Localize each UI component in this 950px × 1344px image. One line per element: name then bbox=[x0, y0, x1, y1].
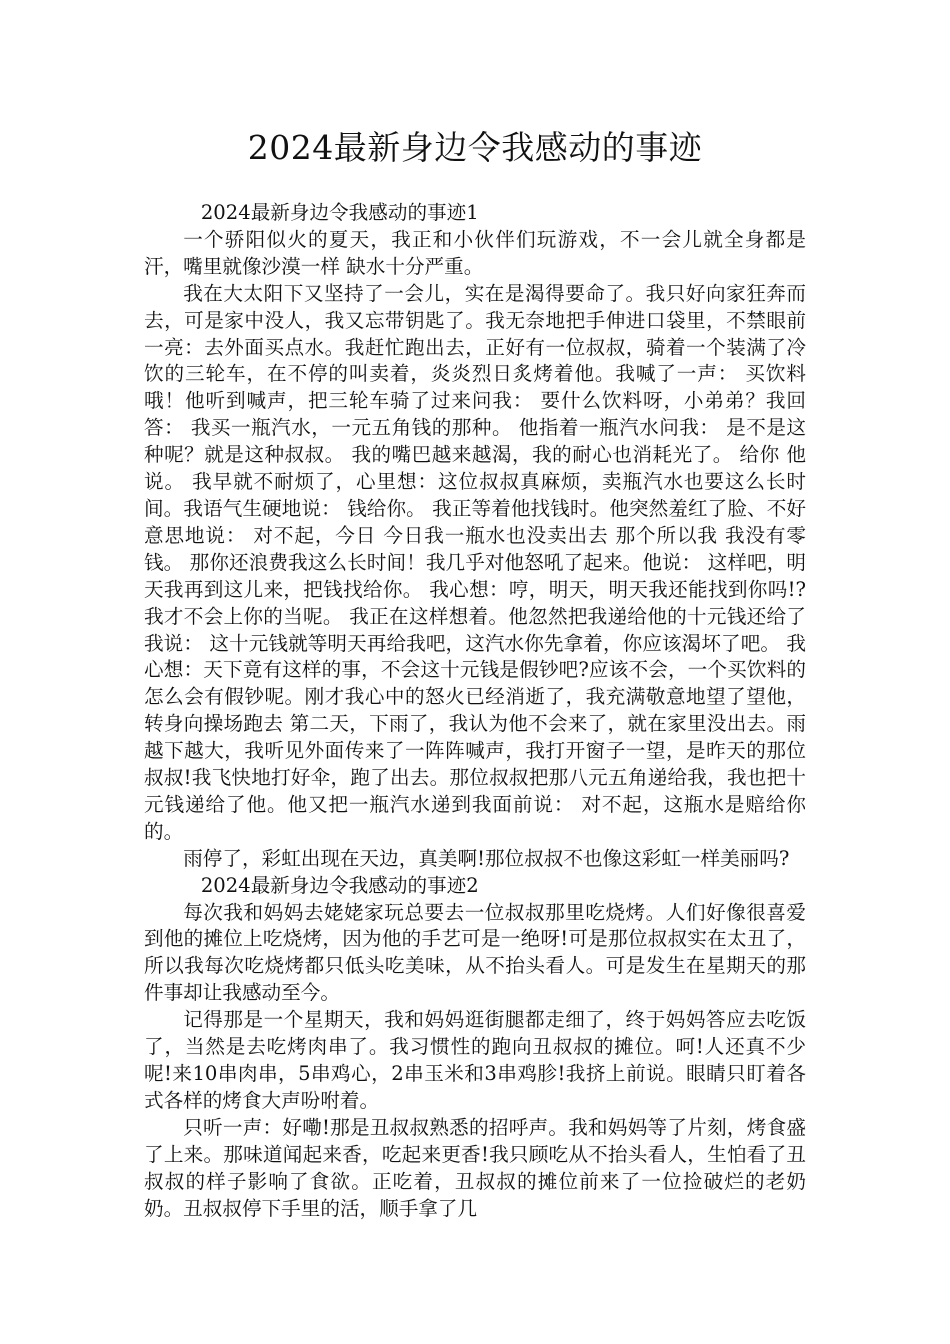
paragraph: 每次我和妈妈去姥姥家玩总要去一位叔叔那里吃烧烤。人们好像很喜爱到他的摊位上吃烧烤，因为他的手艺可是一绝呀!可是那位叔叔实在太丑了，所以我每次吃烧烤都只低头吃美味，从不抬头看人。可是发生在星期天的那件事却让我感动至今。 bbox=[144, 900, 806, 1005]
document-body bbox=[144, 200, 806, 1222]
paragraph: 雨停了，彩虹出现在天边，真美啊!那位叔叔不也像这彩虹一样美丽吗? bbox=[183, 846, 790, 870]
paragraph: 一个骄阳似火的夏天，我正和小伙伴们玩游戏，不一会儿就全身都是汗，嘴里就像沙漠一样 缺水十分严重。 bbox=[144, 227, 806, 278]
section-heading: 2024最新身边令我感动的事迹1 bbox=[200, 201, 479, 224]
paragraph: 只听一声：好嘞!那是丑叔叔熟悉的招呼声。我和妈妈等了片刻，烤食盛了上来。那味道闻起来香，吃起来更香!我只顾吃从不抬头看人，生怕看了丑叔叔的样子影响了食欲。正吃着，丑叔叔的摊位前来了一位捡破烂的老奶奶。丑叔叔停下手里的活，顺手拿了几 bbox=[144, 1115, 806, 1220]
paragraph: 记得那是一个星期天，我和妈妈逛街腿都走细了，终于妈妈答应去吃饭了，当然是去吃烤肉串了。我习惯性的跑向丑叔叔的摊位。呵!人还真不少呢!来10串肉串，5串鸡心，2串玉米和3串鸡胗!我挤上前说。眼睛只盯着各式各样的烤食大声吩咐着。 bbox=[144, 1008, 806, 1112]
document-title: 2024最新身边令我感动的事迹 bbox=[247, 128, 703, 167]
section-heading: 2024最新身边令我感动的事迹2 bbox=[200, 873, 479, 897]
paragraph: 我在大太阳下又坚持了一会儿，实在是渴得要命了。我只好向家狂奔而去，可是家中没人，我又忘带钥匙了。我无奈地把手伸进口袋里，不禁眼前一亮：去外面买点水。我赶忙跑出去，正好有一位叔叔，骑着一个装满了冷饮的三轮车，在不停的叫卖着，炎炎烈日炙烤着他。我喊了一声： 买饮料哦！他听到喊声，把三轮车骑了过来问我： 要什么饮料呀，小弟弟？我回答： 我买一瓶汽水，一元五角钱的那种。 他指着一瓶汽水问我： 是不是这种呢？就是这种叔叔。 我的嘴巴越来越渴，我的耐心也消耗光了。 给你 他说。 我早就不耐烦了，心里想：这位叔叔真麻烦，卖瓶汽水也要这么长时间。我语气生硬地说： 钱给你。 我正等着他找钱时。他突然羞红了脸、不好意思地说： 对不起，今日 今日我一瓶水也没卖出去 那个所以我 我没有零钱。 那你还浪费我这么长时间！我几乎对他怒吼了起来。他说： 这样吧，明天我再到这儿来，把钱找给你。 我心想：哼，明天，明天我还能找到你吗!?我才不会上你的当呢。 我正在这样想着。他忽然把我递给他的十元钱还给了我说： 这十元钱就等明天再给我吧，这汽水你先拿着，你应该渴坏了吧。 我心想：天下竟有这样的事，不会这十元钱是假钞吧?应该不会，一个买饮料的怎么会有假钞呢。刚才我心中的怒火已经消逝了，我充满敬意地望了望他，转身向操场跑去 第二天，下雨了，我认为他不会来了，就在家里没出去。雨越下越大，我听见外面传来了一阵阵喊声，我打开窗子一望，是昨天的那位叔叔!我飞快地打好伞，跑了出去。那位叔叔把那八元五角递给我，我也把十元钱递给了他。他又把一瓶汽水递到我面前说： 对不起，这瓶水是赔给你的。 bbox=[144, 281, 806, 843]
